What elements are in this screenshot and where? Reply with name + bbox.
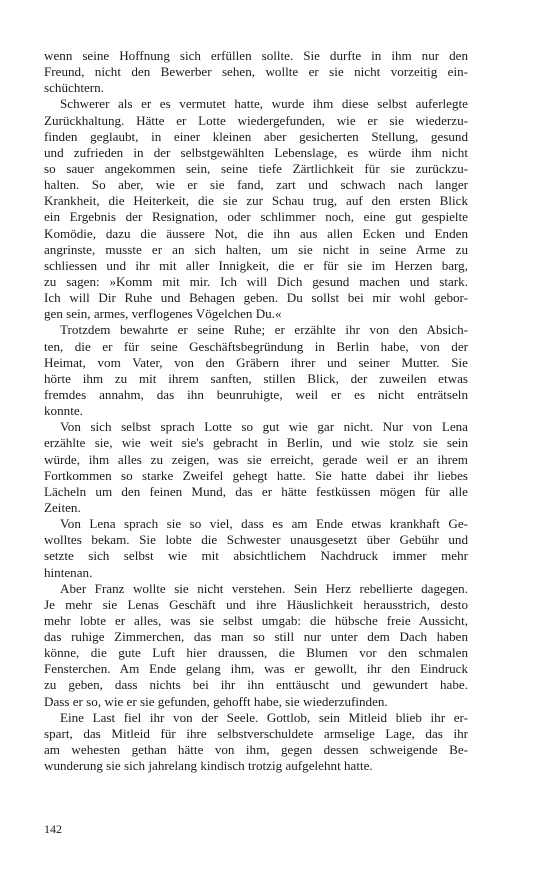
text-line: Heimat, vom Vater, von den Gräbern ihrer und seiner Mutter. Sie [44,354,468,370]
page-number: 142 [44,822,62,836]
text-line: würde, ihm alles zu zeigen, was sie erreicht, gerade weil er an ihrem [44,451,468,467]
text-line: ein Ergebnis der Resignation, oder schlimmer noch, eine gut gespielte [44,209,468,225]
text-line: Eine Last fiel ihr von der Seele. Gottlob, sein Mitleid blieb ihr er- [60,709,468,725]
text-line: ten, die er für seine Geschäftsbegründung in Berlin habe, von der [44,338,468,354]
text-line: schüchtern. [44,80,104,96]
text-line: spart, das Mitleid für ihre selbstverschuldete armselige Lage, das ihr [44,725,468,741]
text-line: wenn seine Hoffnung sich erfüllen sollte. Sie durfte in ihm nur den [44,48,468,63]
paragraph [44,48,468,96]
paragraph [44,322,468,419]
text-line: gen sein, armes, verflogenes Vögelchen Du.« [44,306,282,322]
text-line: Aber Franz wollte sie nicht verstehen. Sein Herz rebellierte dagegen. [60,580,468,596]
text-line: angrinste, musste er an sich halten, um sie nicht in seine Arme zu [44,241,468,257]
text-line: Von sich selbst sprach Lotte so gut wie gar nicht. Nur von Lena [60,419,468,435]
text-line: Dass er so, wie er sie gefunden, gehofft habe, sie wiederzufinden. [44,693,388,709]
paragraph [44,581,468,710]
text-line: schliessen und ihr mit aller Innigkeit, die er für sie im Herzen barg, [44,257,468,273]
text-line: Komödie, dazu die äussere Not, die ihn aus allen Ecken und Enden [44,225,468,241]
paragraph [44,516,468,581]
paragraph [44,96,468,322]
body-text [44,48,468,774]
text-line: erzählte sie, wie weit sie's gebracht in Berlin, und wie stolz sie sein [44,435,468,451]
text-line: wunderung sie sich jahrelang kindisch trotzig aufgelehnt hatte. [44,758,373,774]
text-line: Lächeln um den feinen Mund, das er hätte festküssen mögen für alle [44,483,468,499]
text-line: Von Lena sprach sie so viel, dass es am Ende etwas krankhaft Ge- [60,516,468,532]
text-line: fremdes annahm, das ihn beunruhigte, weil er es nicht enträtseln [44,386,468,402]
text-line: Ich will Dir Ruhe und Behagen geben. Du sollst bei mir wohl gebor- [44,290,468,306]
paragraph [44,710,468,775]
text-line: halten. So aber, wie er sie fand, zart und schwach nach langer [44,177,468,193]
text-line: das ruhige Zimmerchen, das man so still nur unter dem Dach haben [44,629,468,645]
text-line: und zufrieden in der selbstgewählten Lebenslage, es würde ihm nicht [44,144,468,160]
text-line: Krankheit, die Heiterkeit, die sie zur Schau trug, auf den ersten Blick [44,193,468,209]
text-line: Fensterchen. Am Ende gelang ihm, was er gewollt, ihr den Eindruck [44,661,468,677]
text-line: am wehesten gethan hätte von ihm, gegen dessen schweigende Be- [44,742,468,758]
text-line: so sauer angekommen sein, seine tiefe Zärtlichkeit für sie zurückzu- [44,160,468,176]
text-line: konnte. [44,403,83,419]
text-line: setzte sich selbst wie mit absichtlichem Nachdruck immer mehr [44,548,468,564]
text-line: Zurückhaltung. Hätte er Lotte wiedergefunden, wie er sie wiederzu- [44,112,468,128]
text-line: mehr lobte er alles, was sie selbst umgab: die hübsche freie Aussicht, [44,612,468,628]
text-line: Trotzdem bewahrte er seine Ruhe; er erzählte ihr von den Absich- [60,322,468,338]
text-line: Zeiten. [44,499,81,515]
text-line: wolltes bekam. Sie lobte die Schwester unausgesetzt über Gebühr und [44,532,468,548]
text-line: Fortkommen so starke Zweifel gehegt hatte. Sie hatte dabei ihr liebes [44,467,468,483]
text-line: hörte ihm zu mit ihrem sanften, stillen Blick, der zuweilen etwas [44,370,468,386]
text-line: finden geglaubt, in einer kleinen aber gesicherten Stellung, gesund [44,128,468,144]
text-line: zu geben, dass nichts bei ihr ihn enttäuscht und gewundert habe. [44,677,468,693]
text-line: Freund, nicht den Bewerber sehen, wollte er sie nicht vorzeitig ein- [44,64,468,80]
text-line: Je mehr sie Lenas Geschäft und ihre Häuslichkeit herausstrich, desto [44,596,468,612]
text-line: Schwerer als er es vermutet hatte, wurde ihm diese selbst auferlegte [60,96,468,112]
text-line: könne, die gute Luft hier draussen, die Blumen vor den schmalen [44,645,468,661]
text-line: zu sagen: »Komm mit mir. Ich will Dich gesund machen und stark. [44,273,468,289]
text-line: hintenan. [44,564,93,580]
paragraph [44,419,468,516]
